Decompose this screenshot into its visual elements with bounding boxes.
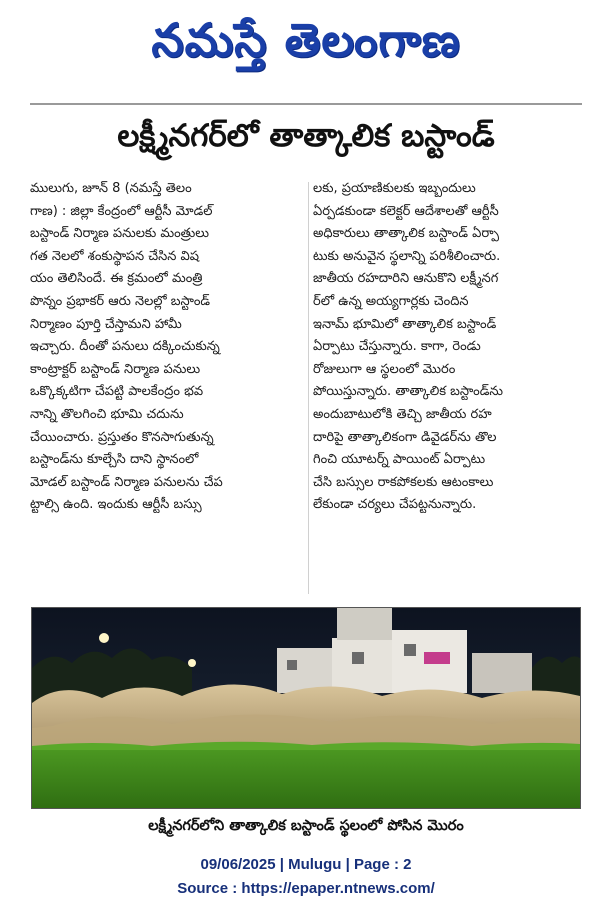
article-line: అందుబాటులోకి తెచ్చి జాతీయ రహ	[313, 406, 492, 422]
article-column-right	[313, 178, 582, 598]
building	[332, 638, 392, 693]
article-line: ఒక్కొక్కటిగా చేపట్టి పాలకేంద్రం భవ	[30, 384, 204, 400]
article-line: గత నెలలో శంకుస్థాపన చేసిన విష	[30, 248, 199, 264]
article-line: మోడల్ బస్టాండ్ నిర్మాణ పనులను చేప	[30, 474, 223, 490]
edition-info: 09/06/2025 | Mulugu | Page : 2	[200, 856, 412, 873]
article-column-left	[30, 178, 299, 598]
article-line: లేకుండా చర్యలు చేపట్టనున్నారు.	[313, 497, 477, 513]
building-top	[337, 608, 392, 640]
photo-illustration	[32, 608, 580, 808]
article-line: ఇచ్చారు. దీంతో పనులు దక్కించుకున్న	[30, 339, 220, 355]
news-photo	[31, 607, 581, 809]
building	[277, 648, 332, 693]
article-line: ఇనామ్ భూమిలో తాత్కాలిక బస్టాండ్	[313, 316, 497, 332]
article-line: ర్‌లో ఉన్న అయ్యగార్లకు చెందిన	[313, 293, 469, 309]
article-line: జాతీయ రహదారిని ఆనుకొని లక్ష్మీనగ	[313, 271, 499, 287]
article-line: బస్టాండ్ నిర్మాణ పనులకు మంత్రులు	[30, 226, 210, 242]
article-line: పోయిస్తున్నారు. తాత్కాలిక బస్టాండ్‌ను	[313, 384, 504, 400]
article-line: ఏర్పడకుండా కలెక్టర్ ఆదేశాలతో ఆర్టీసీ	[313, 203, 499, 219]
article-line: లకు, ప్రయాణికులకు ఇబ్బందులు	[313, 181, 476, 196]
article-headline: లక్ష్మీనగర్‌లో తాత్కాలిక బస్టాండ్	[117, 118, 495, 154]
photo-caption: లక్ష్మీనగర్‌లోని తాత్కాలిక బస్టాండ్ స్థలంలో పోసిన మొరం	[148, 818, 464, 834]
article-line: గించి యూటర్న్ పాయింట్ ఏర్పాటు	[313, 452, 486, 468]
article-line: బస్టాండ్‌ను కూల్చేసి దాని స్థానంలో	[30, 452, 199, 468]
grass-field	[32, 746, 580, 808]
article-line: పొన్నం ప్రభాకర్ ఆరు నెలల్లో బస్టాండ్	[30, 293, 211, 309]
street-light	[99, 633, 109, 643]
article-line: టుకు అనువైన స్థలాన్ని పరిశీలించారు.	[313, 248, 501, 264]
source-link[interactable]: Source : https://epaper.ntnews.com/	[177, 880, 435, 897]
building	[472, 653, 532, 693]
article-line: ములుగు, జూన్ 8 (నమస్తే తెలం	[30, 181, 192, 196]
article-line: యం తెలిసిందే. ఈ క్రమంలో మంత్రి	[30, 271, 203, 287]
masthead	[0, 0, 612, 92]
street-light	[188, 659, 196, 667]
article-line: గాణ) : జిల్లా కేంద్రంలో ఆర్టీసీ మోడల్	[30, 203, 213, 219]
article-line: ట్టాల్సి ఉంది. ఇందుకు ఆర్టీసీ బస్సు	[30, 497, 202, 513]
article-line: అధికారులు తాత్కాలిక బస్టాండ్ ఏర్పా	[313, 226, 500, 242]
article-line: నిర్మాణం పూర్తి చేస్తామని హామీ	[30, 316, 182, 332]
newspaper-title: నమస్తే తెలంగాణ	[151, 13, 461, 67]
article-line: చేయించారు. ప్రస్తుతం కొనసాగుతున్న	[30, 429, 214, 445]
article-line: చేసి బస్సుల రాకపోకలకు ఆటంకాలు	[313, 474, 494, 490]
article-line: రోజులుగా ఆ స్థలంలో మొరం	[313, 361, 456, 377]
article-line: దారిపై తాత్కాలికంగా డివైడర్‌ను తొల	[313, 429, 497, 445]
article-line: కాంట్రాక్టర్ బస్టాండ్ నిర్మాణ పనులు	[30, 361, 201, 377]
article-line: నాన్ని తొలగించి భూమి చదును	[30, 406, 184, 422]
lit-window	[424, 652, 450, 664]
article-body	[30, 178, 582, 598]
masthead-divider	[30, 103, 582, 105]
column-divider	[308, 182, 309, 594]
article-line: ఏర్పాటు చేస్తున్నారు. కాగా, రెండు	[313, 339, 481, 355]
